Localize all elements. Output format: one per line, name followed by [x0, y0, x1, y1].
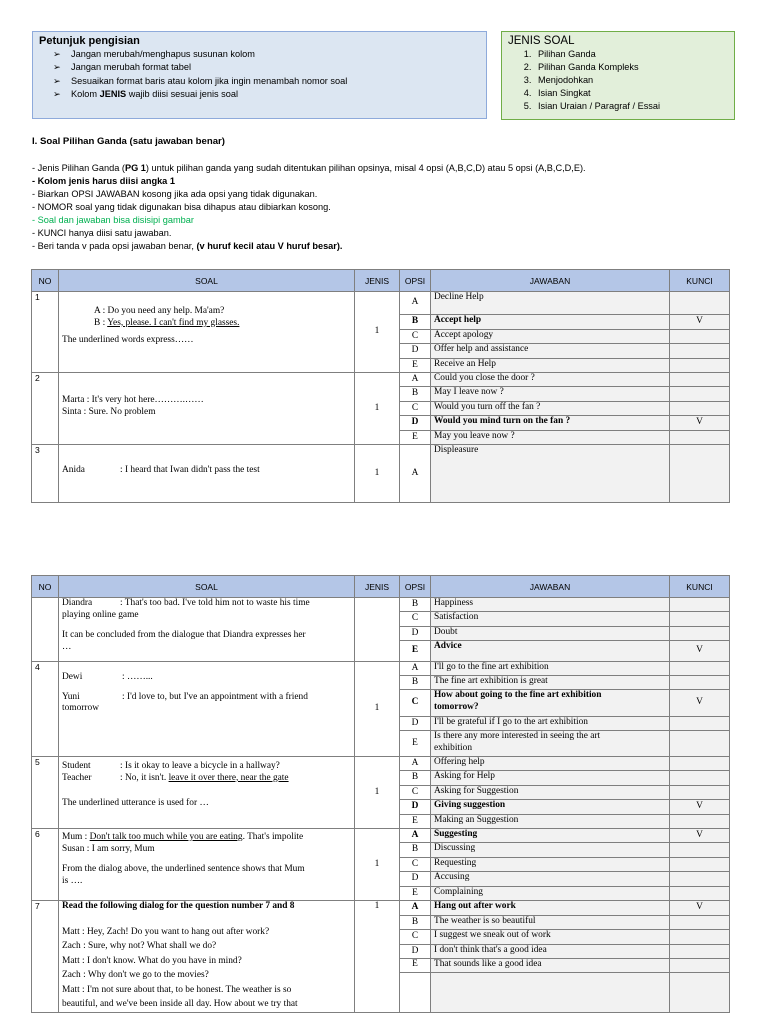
question-type-item: 5. Isian Uraian / Paragraf / Essai [534, 100, 728, 113]
table-row [32, 373, 730, 387]
answer-key [670, 916, 730, 930]
question-type: 1 [355, 445, 400, 503]
answer-text: I suggest we sneak out of work [431, 930, 670, 945]
answer-key [670, 717, 730, 731]
option-letter: A [400, 757, 431, 771]
arrow-bullet-icon: ➢ [53, 62, 61, 73]
answer-text: Accusing [431, 872, 670, 887]
question-types-title: JENIS SOAL [508, 35, 575, 47]
answer-text: Requesting [431, 858, 670, 872]
table-row [32, 292, 730, 315]
answer-text: May I leave now ? [431, 387, 670, 402]
option-letter: A [400, 901, 431, 916]
answer-text: Asking for Help [431, 771, 670, 786]
answer-key [670, 858, 730, 872]
answer-key [670, 973, 730, 1013]
question-type-item: 1. Pilihan Ganda [534, 48, 728, 61]
option-letter: D [400, 416, 431, 431]
header-no: NO [32, 576, 59, 598]
table-row [32, 598, 730, 612]
answer-text: How about going to the fine art exhibition tomorrow? [431, 690, 670, 717]
question-number: 6 [32, 829, 59, 901]
note-line: - KUNCI hanya diisi satu jawaban. [32, 228, 172, 238]
answer-text: Would you mind turn on the fan ? [431, 416, 670, 431]
answer-text: Would you turn off the fan ? [431, 402, 670, 416]
header-opsi: OPSI [400, 576, 431, 598]
answer-text: Suggesting [431, 829, 670, 843]
option-letter: E [400, 815, 431, 829]
answer-text: The fine art exhibition is great [431, 676, 670, 690]
question-type: 1 [355, 901, 400, 1013]
arrow-bullet-icon: ➢ [53, 49, 61, 59]
option-letter: C [400, 786, 431, 800]
question-type: 1 [355, 662, 400, 757]
answer-text: I'll be grateful if I go to the art exhibition [431, 717, 670, 731]
answer-text: Is there any more interested in seeing the art exhibition [431, 731, 670, 757]
question-cell: Read the following dialog for the question number 7 and 8 Matt : Hey, Zach! Do you want to hang out after work? Zach : Sure, why not? What shall we do? Matt : I don't know. What do you have in mind? Zach : Why don't we go to the movies? Matt : I'm not sure about that, to be honest. The weather is so beautiful, and we've been inside all day. How about we try that [59, 901, 355, 1013]
answer-text: Decline Help [431, 292, 670, 315]
instruction-item: ➢ Sesuaikan format baris atau kolom jika ingin menambah nomor soal [53, 75, 480, 88]
option-letter: C [400, 858, 431, 872]
question-cell: Anida : I heard that Iwan didn't pass the test [59, 445, 355, 503]
answer-key [670, 627, 730, 641]
answer-text: Making an Suggestion [431, 815, 670, 829]
header-soal: SOAL [59, 270, 355, 292]
question-type [355, 598, 400, 662]
answer-text: Hang out after work [431, 901, 670, 916]
answer-key [670, 959, 730, 973]
option-letter: B [400, 315, 431, 330]
question-type-item: 2. Pilihan Ganda Kompleks [534, 61, 728, 74]
option-letter: C [400, 690, 431, 717]
question-cell: Diandra : That's too bad. I've told him not to waste his time playing online game It can be concluded from the dialogue that Diandra expresses her … [59, 598, 355, 662]
table-row [32, 445, 730, 503]
answer-key [670, 771, 730, 786]
answer-text: I'll go to the fine art exhibition [431, 662, 670, 676]
table-row [32, 662, 730, 676]
header-no: NO [32, 270, 59, 292]
answer-key [670, 676, 730, 690]
answer-key [670, 445, 730, 503]
table-row [32, 757, 730, 771]
answer-text: Happiness [431, 598, 670, 612]
answer-key [670, 786, 730, 800]
option-letter: D [400, 344, 431, 359]
answer-text: Discussing [431, 843, 670, 858]
answer-key [670, 330, 730, 344]
answer-text: That sounds like a good idea [431, 959, 670, 973]
question-type: 1 [355, 373, 400, 445]
option-letter: B [400, 598, 431, 612]
questions-table-2 [31, 575, 730, 1013]
answer-text: Displeasure [431, 445, 670, 503]
option-letter: E [400, 731, 431, 757]
note-line: - Kolom jenis harus diisi angka 1 [32, 176, 175, 186]
answer-key [670, 292, 730, 315]
answer-key [670, 945, 730, 959]
answer-key [670, 431, 730, 445]
instructions-title: Petunjuk pengisian [39, 35, 140, 47]
header-soal: SOAL [59, 576, 355, 598]
answer-key [670, 344, 730, 359]
answer-key: V [670, 901, 730, 916]
option-letter: E [400, 641, 431, 662]
answer-key: V [670, 690, 730, 717]
question-type-item: 4. Isian Singkat [534, 87, 728, 100]
answer-text: Complaining [431, 887, 670, 901]
answer-key [670, 387, 730, 402]
question-type-item: 3. Menjodohkan [534, 74, 728, 87]
answer-key [670, 662, 730, 676]
header-kunci: KUNCI [670, 270, 730, 292]
question-number: 1 [32, 292, 59, 373]
option-letter: B [400, 387, 431, 402]
answer-key [670, 612, 730, 627]
option-letter: B [400, 843, 431, 858]
option-letter: D [400, 872, 431, 887]
option-letter: A [400, 662, 431, 676]
header-opsi: OPSI [400, 270, 431, 292]
instructions-box [32, 31, 487, 119]
note-line: - Biarkan OPSI JAWABAN kosong jika ada opsi yang tidak digunakan. [32, 189, 318, 199]
instruction-item: ➢ Jangan merubah/menghapus susunan kolom [53, 48, 480, 61]
answer-key [670, 843, 730, 858]
answer-key [670, 757, 730, 771]
option-letter: A [400, 292, 431, 315]
answer-text: Satisfaction [431, 612, 670, 627]
answer-text: The weather is so beautiful [431, 916, 670, 930]
question-number: 4 [32, 662, 59, 757]
option-letter: A [400, 829, 431, 843]
arrow-bullet-icon: ➢ [53, 89, 61, 100]
answer-key [670, 887, 730, 901]
answer-text: Advice [431, 641, 670, 662]
table-row [32, 829, 730, 843]
option-letter: B [400, 916, 431, 930]
question-cell: A : Do you need any help. Ma'am? B : Yes, please. I can't find my glasses. The underlined words express…… [59, 292, 355, 373]
answer-key: V [670, 315, 730, 330]
answer-text: Doubt [431, 627, 670, 641]
section-title: I. Soal Pilihan Ganda (satu jawaban benar) [32, 136, 225, 147]
instruction-item: ➢ Jangan merubah format tabel [53, 61, 480, 74]
arrow-bullet-icon: ➢ [53, 75, 61, 86]
question-number [32, 598, 59, 662]
answer-key [670, 373, 730, 387]
instructions-list [39, 48, 480, 102]
answer-text: Giving suggestion [431, 800, 670, 815]
answer-text [431, 973, 670, 1013]
option-letter: C [400, 930, 431, 945]
note-line: - Soal dan jawaban bisa disisipi gambar [32, 215, 194, 225]
question-number: 3 [32, 445, 59, 503]
question-cell: Mum : Don't talk too much while you are eating. That's impolite Susan : I am sorry, Mum From the dialog above, the underlined sentence shows that Mum is …. [59, 829, 355, 901]
header-jawaban: JAWABAN [431, 270, 670, 292]
answer-text: Offering help [431, 757, 670, 771]
option-letter: C [400, 612, 431, 627]
option-letter: C [400, 402, 431, 416]
notes [32, 162, 752, 253]
answer-key [670, 930, 730, 945]
answer-key [670, 815, 730, 829]
instruction-item: ➢ Kolom JENIS wajib diisi sesuai jenis soal [53, 88, 480, 101]
answer-key [670, 731, 730, 757]
header-jawaban: JAWABAN [431, 576, 670, 598]
answer-text: I don't think that's a good idea [431, 945, 670, 959]
question-types-list [508, 48, 728, 113]
answer-text: May you leave now ? [431, 431, 670, 445]
question-cell: Marta : It's very hot here……….…… Sinta : Sure. No problem [59, 373, 355, 445]
question-cell: Student : Is it okay to leave a bicycle in a hallway? Teacher : No, it isn't. leave it over there, near the gate The underlined utterance is used for … [59, 757, 355, 829]
answer-key: V [670, 800, 730, 815]
header-jenis: JENIS [355, 270, 400, 292]
option-letter: D [400, 800, 431, 815]
question-number: 5 [32, 757, 59, 829]
table-header-row [32, 576, 730, 598]
header-jenis: JENIS [355, 576, 400, 598]
answer-key: V [670, 829, 730, 843]
answer-key: V [670, 416, 730, 431]
option-letter: B [400, 771, 431, 786]
option-letter: E [400, 359, 431, 373]
questions-table-1 [31, 269, 730, 503]
answer-text: Accept apology [431, 330, 670, 344]
table-row [32, 901, 730, 916]
question-types-box [501, 31, 735, 120]
header-kunci: KUNCI [670, 576, 730, 598]
note-line: - Beri tanda v pada opsi jawaban benar, (v huruf kecil atau V huruf besar). [32, 241, 343, 251]
option-letter: E [400, 959, 431, 973]
option-letter: D [400, 627, 431, 641]
question-type: 1 [355, 829, 400, 901]
answer-key: V [670, 641, 730, 662]
answer-text: Accept help [431, 315, 670, 330]
note-line: - NOMOR soal yang tidak digunakan bisa dihapus atau dibiarkan kosong. [32, 202, 331, 212]
option-letter: A [400, 445, 431, 503]
answer-text: Receive an Help [431, 359, 670, 373]
question-number: 7 [32, 901, 59, 1013]
question-cell: Dewi : ……... Yuni : I'd love to, but I've an appointment with a friend tomorrow [59, 662, 355, 757]
answer-key [670, 359, 730, 373]
question-type: 1 [355, 757, 400, 829]
note-line: - Jenis Pilihan Ganda (PG 1) untuk pilihan ganda yang sudah ditentukan pilihan opsinya, misal 4 opsi (A,B,C,D) atau 5 opsi (A,B,C,D,E). [32, 163, 586, 173]
option-letter: C [400, 330, 431, 344]
option-letter: D [400, 717, 431, 731]
answer-text: Asking for Suggestion [431, 786, 670, 800]
answer-text: Could you close the door ? [431, 373, 670, 387]
question-type: 1 [355, 292, 400, 373]
answer-text: Offer help and assistance [431, 344, 670, 359]
table-header-row [32, 270, 730, 292]
option-letter: B [400, 676, 431, 690]
option-letter: A [400, 373, 431, 387]
answer-key [670, 598, 730, 612]
answer-key [670, 402, 730, 416]
answer-key [670, 872, 730, 887]
option-letter: E [400, 431, 431, 445]
option-letter: E [400, 887, 431, 901]
question-number: 2 [32, 373, 59, 445]
option-letter: D [400, 945, 431, 959]
option-letter [400, 973, 431, 1013]
